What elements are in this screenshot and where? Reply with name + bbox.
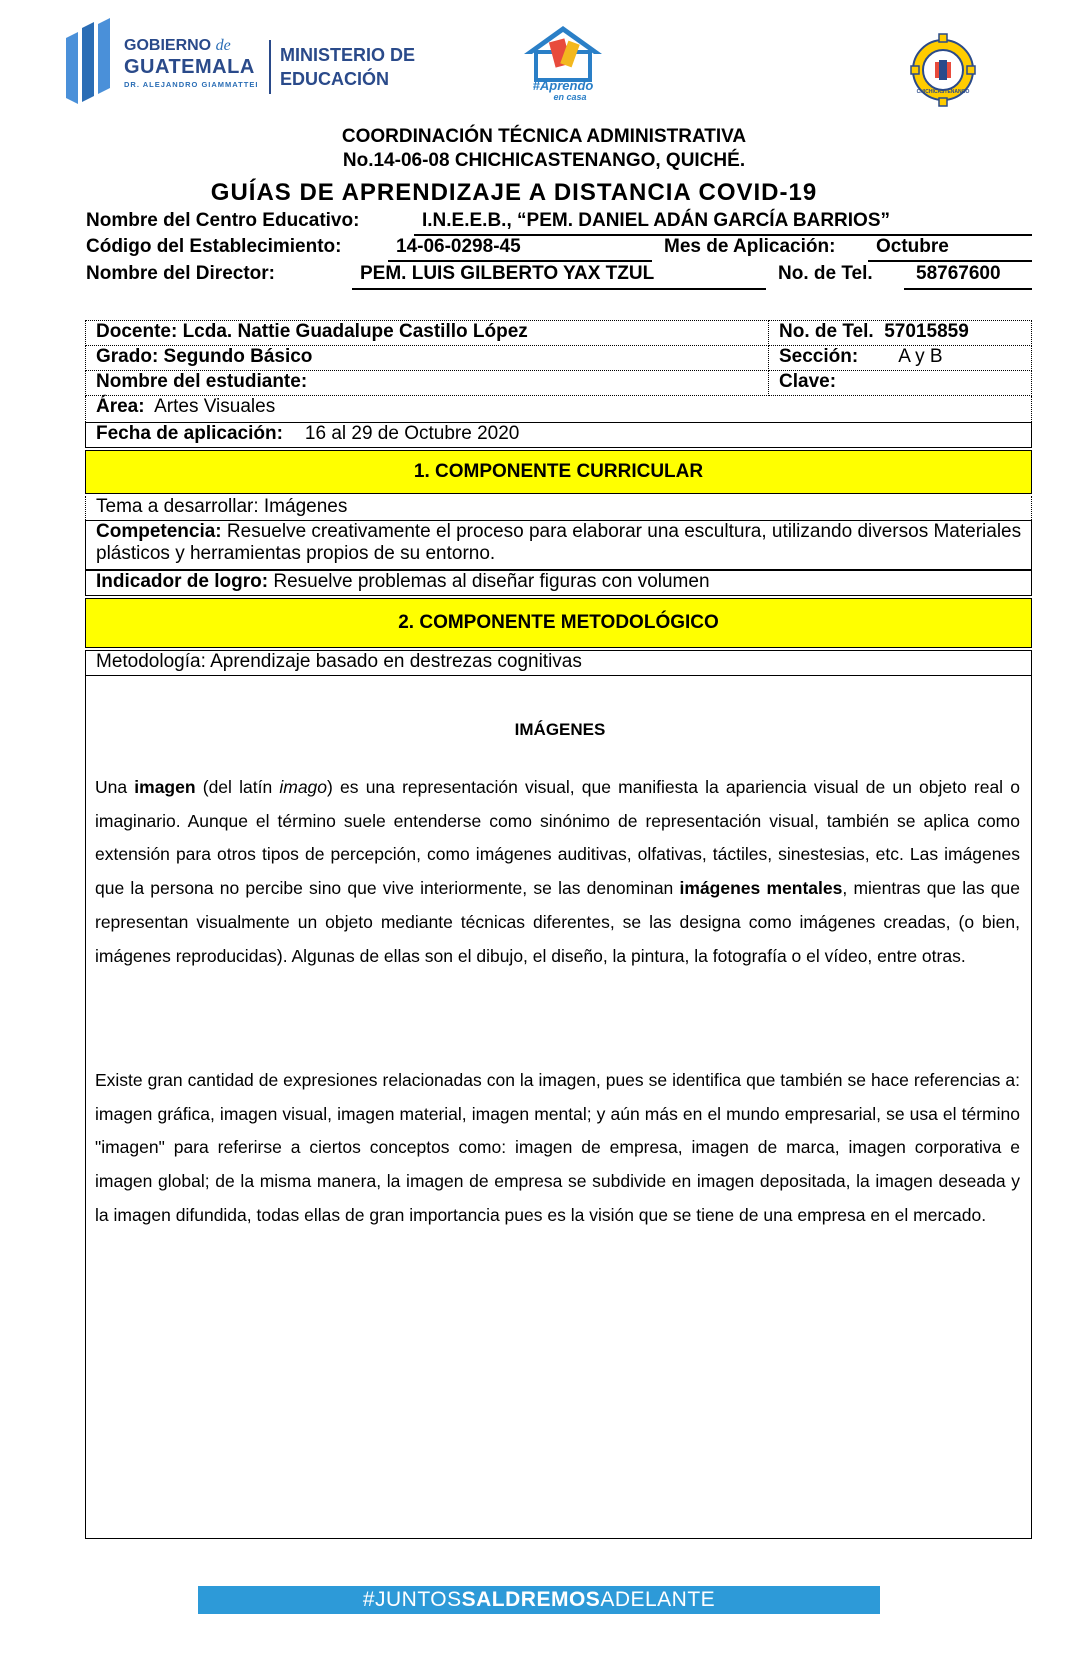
title-coordinacion: COORDINACIÓN TÉCNICA ADMINISTRATIVA [341,126,747,147]
centro-label: Nombre del Centro Educativo: [86,210,360,231]
area-label: Área: [96,396,145,417]
grado-cell: Grado: Segundo Básico [85,346,769,371]
gobierno-guatemala-logo [66,16,436,106]
fecha-value: 16 al 29 de Octubre 2020 [304,423,520,444]
competencia-cell [85,520,1032,570]
logo-divider [269,40,271,94]
p1-text-e: ) es una representación visual, que manifiesta la apariencia visual de un objeto real o imaginario. Aunque el término suele entenderse como sinónimo de representación visual, también se aplica como extensión para otros tipos de percepción, como imágenes auditivas, olfativas, táctiles, sinestesias, etc. Las imágenes que la persona no percibe sino que vive interiormente, se las denominan [95,777,1020,899]
content-title: IMÁGENES [514,720,606,739]
footer-part3: ADELANTE [600,1588,716,1611]
docente-tel-label: No. de Tel. [779,321,874,342]
seccion-label: Sección: [779,346,859,367]
fecha-cell [85,422,1032,448]
fecha-label: Fecha de aplicación: [96,423,283,444]
p1-text-a: Una [95,777,135,797]
seccion-value: A y B [898,346,943,367]
centro-value: I.N.E.E.B., “PEM. DANIEL ADÁN GARCÍA BARRIOS” [422,210,890,231]
competencia-value: Resuelve creativamente el proceso para elaborar una escultura, utilizando diversos Materiales plásticos y herramientas propios de su entorno. [96,521,1022,564]
gov-line2: GUATEMALA [124,56,255,78]
ministry-name [280,43,415,91]
director-underline [352,288,766,290]
title-guias: GUÍAS DE APRENDIZAJE A DISTANCIA COVID-19 [210,179,818,206]
tel-label: No. de Tel. [778,263,873,284]
seccion-cell [769,346,1032,371]
p1-text-c: (del latín [195,777,280,797]
paragraph-2: Existe gran cantidad de expresiones relacionadas con la imagen, pues se identifica que también se hace referencias a: imagen gráfica, imagen visual, imagen material, imagen mental; y aún más en el mundo empresarial, se usa el término "imagen" para referirse a ciertos conceptos como: imagen de empresa, imagen de marca, imagen corporativa e imagen global; de la misma manera, la imagen de empresa se subdivide en imagen depositada, la imagen deseada y la imagen difundida, todas ellas de gran importancia pues es la visión que se tiene de una empresa en el mercado. [95,1070,1020,1225]
area-cell [85,396,1032,422]
codigo-label: Código del Establecimiento: [86,236,342,257]
gear-seal-icon [910,32,976,108]
gov-line3: DR. ALEJANDRO GIAMMATTEI [124,80,259,89]
aprendo-line2: en casa [553,92,587,102]
indicador-label: Indicador de logro: [96,571,269,592]
tel-underline [904,288,1032,290]
seal-text: CHICHICASTENANGO [916,89,970,95]
footer-part1: #JUNTOS [362,1588,462,1611]
aprendo-line1: #Aprendo [532,78,594,93]
indicador-value: Resuelve problemas al diseñar figuras con volumen [273,571,710,592]
p1-italic-imago: imago [279,777,328,797]
docente-cell: Docente: Lcda. Nattie Guadalupe Castillo López [85,320,769,346]
director-value: PEM. LUIS GILBERTO YAX TZUL [360,263,655,284]
mes-label: Mes de Aplicación: [664,236,836,257]
p1-bold-imagen: imagen [134,777,196,797]
mes-value: Octubre [876,236,949,257]
paragraph-1 [95,771,1020,973]
metodologia-cell: Metodología: Aprendizaje basado en destrezas cognitivas [85,650,1032,676]
footer-banner [198,1586,880,1614]
codigo-underline [388,260,652,262]
school-seal-logo [910,32,976,108]
gov-de: de [215,37,231,54]
tel-value: 58767600 [916,263,1001,284]
footer-part2: SALDREMOS [461,1588,601,1611]
section-componente-curricular: 1. COMPONENTE CURRICULAR [85,450,1032,494]
p1-bold-mentales: imágenes mentales [679,878,843,899]
ministry-line1: MINISTERIO DE [280,45,416,65]
aprendo-en-casa-logo [518,22,608,102]
indicador-cell [85,570,1032,596]
ministry-line2: EDUCACIÓN [280,69,390,89]
mes-underline [868,260,1032,262]
docente-tel-value: 57015859 [884,321,969,342]
director-label: Nombre del Director: [86,263,275,284]
flag-bars-icon [66,18,112,104]
estudiante-cell: Nombre del estudiante: [85,371,769,396]
clave-cell: Clave: [769,371,1032,396]
gov-line1: GOBIERNO [124,37,212,54]
tema-cell: Tema a desarrollar: Imágenes [85,496,1032,520]
docente-tel-cell [769,320,1032,346]
section-componente-metodologico: 2. COMPONENTE METODOLÓGICO [85,598,1032,648]
competencia-label: Competencia: [96,521,222,542]
house-book-icon [518,22,608,102]
title-chichicastenango: No.14-06-08 CHICHICASTENANGO, QUICHÉ. [342,150,746,171]
codigo-value: 14-06-0298-45 [396,236,521,257]
p1-text-g: , mientras que las que representan visualmente un objeto mediante técnicas diferentes, se las designa como imágenes creadas, (o bien, imágenes reproducidas). Algunas de ellas son el dibujo, el diseño, la pintura, la fotografía o el vídeo, entre otras. [95,878,1020,966]
area-value: Artes Visuales [154,396,276,417]
